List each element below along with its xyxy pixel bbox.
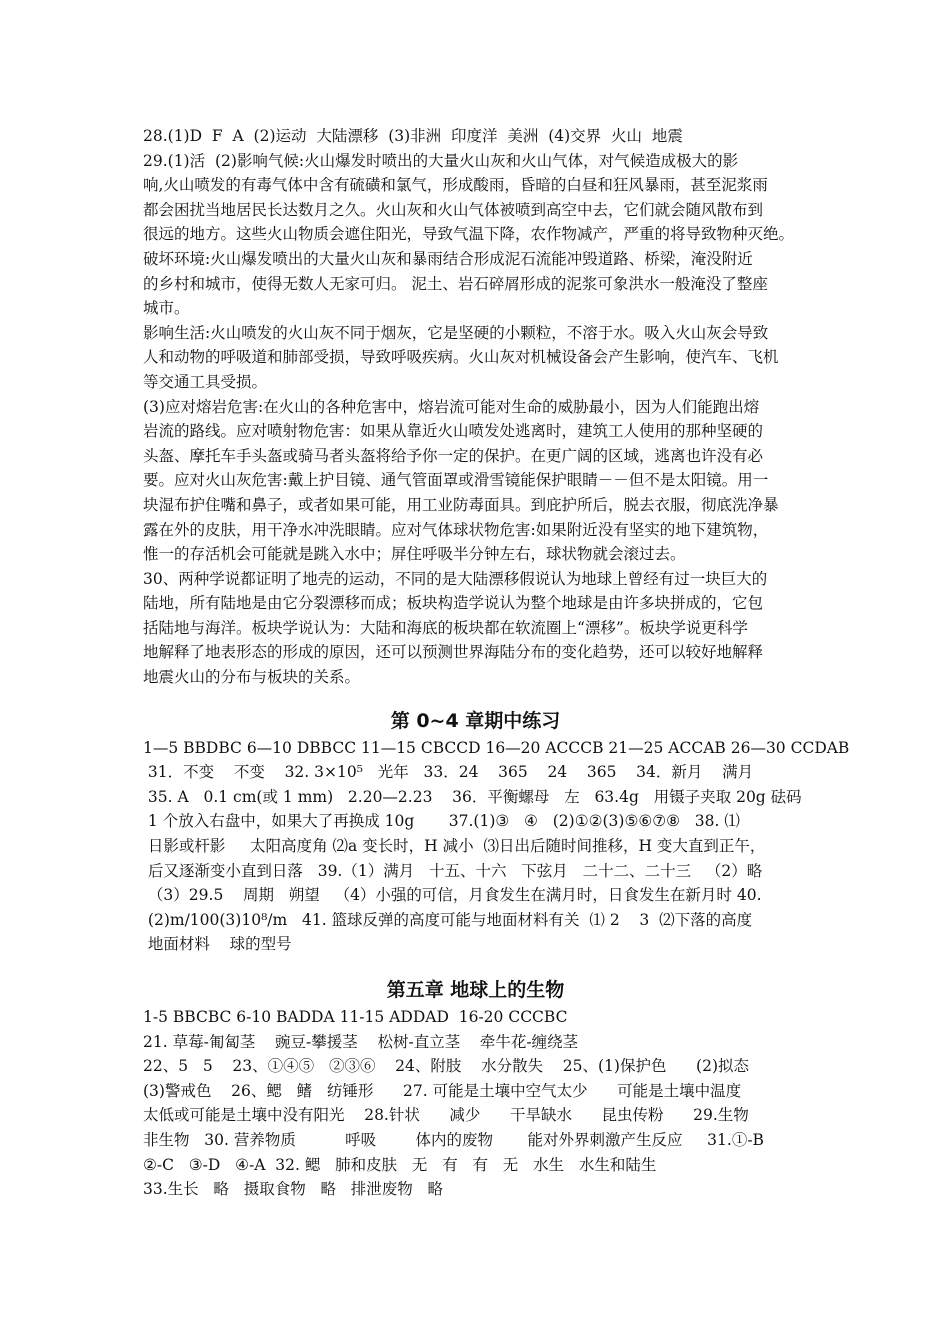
text-line: 块湿布护住嘴和鼻子，或者如果可能，用工业防毒面具。到庇护所后，脱去衣服，彻底洗净暴 <box>143 495 779 514</box>
text-line: 21. 草莓-匍匐茎 豌豆-攀援茎 松树-直立茎 牵牛花-缠绕茎 <box>143 1032 579 1051</box>
section-chapter-answers <box>143 124 808 690</box>
text-line: (2)m/100(3)10⁸/m 41. 篮球反弹的高度可能与地面材料有关 ⑴ 2 3 ⑵下落的高度 <box>143 910 753 929</box>
text-line: 31．不变 不变 32. 3×10⁵ 光年 33．24 365 24 365 34．新月 满月 <box>143 763 754 782</box>
section-title-chapter5: 第五章 地球上的生物 <box>386 979 565 1001</box>
text-line: 头盔、摩托车手头盔或骑马者头盔将给予你一定的保护。在更广阔的区域，逃离也许没有必 <box>143 446 764 465</box>
text-line: (3)应对熔岩危害:在火山的各种危害中，熔岩流可能对生命的威胁最小，因为人们能跑出熔 <box>143 397 760 416</box>
section-chapter5-answers <box>143 1005 808 1202</box>
text-line: 33.生长 略 摄取食物 略 排泄废物 略 <box>143 1180 444 1199</box>
text-line: 都会困扰当地居民长达数月之久。火山灰和火山气体被喷到高空中去，它们就会随风散布到 <box>143 200 764 219</box>
answer-page <box>143 124 850 1202</box>
section-title-midterm: 第 0~4 章期中练习 <box>390 709 561 732</box>
text-line: 惟一的存活机会可能就是跳入水中；屏住呼吸半分钟左右，球状物就会滚过去。 <box>143 545 686 564</box>
text-line: 破坏环境:火山爆发喷出的大量火山灰和暴雨结合形成泥石流能冲毁道路、桥梁，淹没附近 <box>143 249 753 268</box>
text-line: 影响生活:火山喷发的火山灰不同于烟灰，它是坚硬的小颗粒，不溶于水。吸入火山灰会导致 <box>143 323 769 342</box>
text-line: 城市。 <box>143 299 190 318</box>
text-line: 太低或可能是土壤中没有阳光 28.针状 减少 干旱缺水 昆虫传粉 29.生物 <box>143 1106 749 1125</box>
text-line: 的乡村和城市，使得无数人无家可归。 泥土、岩石碎屑形成的泥浆可象洪水一般淹没了整座 <box>143 274 768 293</box>
text-line: 括陆地与海洋。板块学说认为：大陆和海底的板块都在软流圈上“漂移”。板块学说更科学 <box>143 618 748 637</box>
text-line: 人和动物的呼吸道和肺部受损，导致呼吸疾病。火山灰对机械设备会产生影响，使汽车、飞机 <box>143 348 779 367</box>
text-line: （3）29.5 周期 朔望 （4）小强的可信，月食发生在满月时，日食发生在新月时 40. <box>143 886 762 905</box>
text-line: 地面材料 球的型号 <box>143 935 292 954</box>
text-line: 响,火山喷发的有毒气体中含有硫磺和氯气，形成酸雨，昏暗的白昼和狂风暴雨，甚至泥浆雨 <box>143 176 768 195</box>
text-line: 1 个放入右盘中，如果大了再换成 10g 37.(1)③ ④ (2)①②(3)⑤⑥⑦⑧ 38. ⑴ <box>143 812 740 831</box>
text-line: 非生物 30. 营养物质 呼吸 体内的废物 能对外界刺激产生反应 31.①-B <box>143 1130 764 1149</box>
text-line: 1-5 BBCBC 6-10 BADDA 11-15 ADDAD 16-20 CCCBC <box>143 1008 568 1026</box>
section-midterm-answers <box>143 736 850 957</box>
text-line: 地解释了地表形态的形成的原因，还可以预测世界海陆分布的变化趋势，还可以较好地解释 <box>143 643 764 662</box>
text-line: ②-C ③-D ④-A 32. 鳃 肺和皮肤 无 有 有 无 水生 水生和陆生 <box>143 1155 657 1174</box>
text-line: 露在外的皮肤，用干净水冲洗眼睛。应对气体球状物危害:如果附近没有坚实的地下建筑物， <box>143 520 769 539</box>
text-line: 日影或杆影 太阳高度角 ⑵a 变长时，H 减小 ⑶日出后随时间推移，H 变大直到正午， <box>143 837 766 856</box>
text-line: 22、5 5 23、①④⑤ ②③⑥ 24、附肢 水分散失 25、(1)保护色 (2)拟态 <box>143 1057 749 1076</box>
text-line: 30、两种学说都证明了地壳的运动，不同的是大陆漂移假说认为地球上曾经有过一块巨大的 <box>143 569 768 588</box>
text-line: 35. A 0.1 cm(或 1 mm) 2.20—2.23 36．平衡螺母 左 63.4g 用镊子夹取 20g 砝码 <box>143 787 802 806</box>
text-line: 等交通工具受损。 <box>143 372 268 391</box>
text-line: 后又逐渐变小直到日落 39.（1）满月 十五、十六 下弦月 二十二、二十三 （2）略 <box>143 861 763 880</box>
text-line: 要。应对火山灰危害:戴上护目镜、通气管面罩或滑雪镜能保护眼睛－－但不是太阳镜。用一 <box>143 471 769 490</box>
text-line: (3)警戒色 26、鳃 鳍 纺锤形 27. 可能是土壤中空气太少 可能是土壤中温度 <box>143 1081 742 1100</box>
text-line: 很远的地方。这些火山物质会遮住阳光，导致气温下降，农作物减产，严重的将导致物种灭绝。 <box>143 225 795 244</box>
text-line: 陆地，所有陆地是由它分裂漂移而成；板块构造学说认为整个地球是由许多块拼成的，它包 <box>143 594 764 613</box>
text-line: 岩流的路线。应对喷射物危害：如果从靠近火山喷发处逃离时，建筑工人使用的那种坚硬的 <box>143 422 764 441</box>
text-line: 1—5 BBDBC 6—10 DBBCC 11—15 CBCCD 16—20 ACCCB 21—25 ACCAB 26—30 CCDAB <box>143 738 850 757</box>
text-line: 28.(1)D F A (2)运动 大陆漂移 (3)非洲 印度洋 美洲 (4)交界 火山 地震 <box>143 127 683 145</box>
text-line: 29.(1)活 (2)影响气候:火山爆发时喷出的大量火山灰和火山气体，对气候造成极大的影 <box>143 151 739 170</box>
text-line: 地震火山的分布与板块的关系。 <box>143 668 361 687</box>
